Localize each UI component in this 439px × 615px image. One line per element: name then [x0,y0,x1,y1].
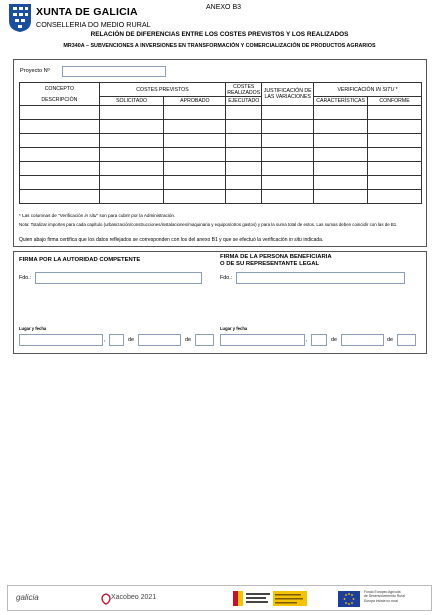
org-subtitle: CONSELLERIA DO MEDIO RURAL [36,20,151,29]
table-cell[interactable] [99,106,164,120]
table-cell[interactable] [164,134,226,148]
table-cell[interactable] [20,176,100,190]
org-title: XUNTA DE GALICIA [36,6,138,18]
table-cell[interactable] [314,162,368,176]
table-cell[interactable] [99,148,164,162]
galicia-logo: galicia [16,593,39,602]
table-row [20,134,422,148]
authority-place-field[interactable] [19,334,103,346]
table-cell[interactable] [226,134,262,148]
table-cell[interactable] [99,120,164,134]
table-cell[interactable] [262,106,314,120]
authority-place-date-label: Lugar y fecha [19,326,47,331]
table-cell[interactable] [99,162,164,176]
table-cell[interactable] [164,162,226,176]
costs-table [19,82,422,204]
table-cell[interactable] [20,134,100,148]
table-cell[interactable] [262,120,314,134]
table-cell[interactable] [368,176,422,190]
beneficiary-signature-title: FIRMA DE LA PERSONA BENEFICIARIA O DE SU REPRESENTANTE LEGAL [220,254,332,268]
table-cell[interactable] [99,134,164,148]
authority-comma: , [104,337,106,343]
authority-signed-by-field[interactable] [35,272,202,284]
approved-header: APROBADO [164,97,226,106]
totals-note: Nota: Totalizar importes para cada capítulo (urbanización/construcciones/instalaciones/maquinaria y equipos/otros gastos) y para la suma total de estos. Las sumas deben coincidir con las de B1. [19,222,398,227]
beneficiary-comma: , [306,337,308,343]
beneficiary-place-field[interactable] [220,334,305,346]
table-cell[interactable] [262,176,314,190]
table-cell[interactable] [368,106,422,120]
beneficiary-de-2: de [387,337,393,343]
xacobeo-shell-icon [101,593,111,605]
table-cell[interactable] [226,106,262,120]
table-row [20,190,422,204]
authority-de-1: de [128,337,134,343]
table-cell[interactable] [262,134,314,148]
table-cell[interactable] [99,176,164,190]
beneficiary-day-field[interactable] [311,334,327,346]
xacobeo-logo: Xacobeo 2021 [111,594,157,601]
authority-signature-title: FIRMA POR LA AUTORIDAD COMPETENTE [19,257,141,263]
table-cell[interactable] [314,134,368,148]
eu-feader-text: Fondo Europeo Agrícola de Desenvolvemento Rural Europa inviste no rural [364,590,405,603]
table-cell[interactable] [226,148,262,162]
table-row [20,106,422,120]
table-cell[interactable] [20,106,100,120]
table-cell[interactable] [99,190,164,204]
table-cell[interactable] [164,106,226,120]
table-cell[interactable] [20,190,100,204]
form-subtitle: MR340A – SUBVENCIONES A INVERSIONES EN TRANSFORMACIÓN Y COMERCIALIZACIÓN DE PRODUCTOS AGRARIOS [63,43,376,49]
beneficiary-year-field[interactable] [397,334,416,346]
table-cell[interactable] [368,120,422,134]
table-row [20,148,422,162]
xunta-shield-icon [8,3,32,33]
costs-table-body [20,106,422,204]
table-cell[interactable] [368,190,422,204]
planned-costs-header: COSTES PREVISTOS [99,83,226,97]
table-cell[interactable] [226,190,262,204]
table-cell[interactable] [314,176,368,190]
table-cell[interactable] [226,176,262,190]
authority-day-field[interactable] [109,334,124,346]
costs-section [13,59,427,247]
table-row [20,120,422,134]
realized-costs-header: COSTES REALIZADOS [227,83,261,96]
table-cell[interactable] [164,176,226,190]
table-cell[interactable] [164,148,226,162]
eu-flag-icon [338,591,360,607]
table-cell[interactable] [20,148,100,162]
compliant-header: CONFORME [368,97,422,106]
beneficiary-de-1: de [331,337,337,343]
authority-de-2: de [185,337,191,343]
spain-government-logo [233,590,307,607]
table-cell[interactable] [20,162,100,176]
table-cell[interactable] [314,190,368,204]
annex-label: ANEXO B3 [206,4,242,11]
table-cell[interactable] [262,162,314,176]
beneficiary-month-field[interactable] [341,334,384,346]
table-cell[interactable] [368,134,422,148]
authority-year-field[interactable] [195,334,214,346]
table-cell[interactable] [368,148,422,162]
concept-header: CONCEPTO DESCRIPCIÓN [20,83,100,106]
authority-month-field[interactable] [138,334,181,346]
beneficiary-signed-by-label: Fdo.: [220,275,233,281]
executed-header: EJECUTADO [226,97,262,106]
authority-signed-by-label: Fdo.: [19,275,32,281]
table-cell[interactable] [164,120,226,134]
table-row [20,162,422,176]
table-cell[interactable] [20,120,100,134]
beneficiary-place-date-label: Lugar y fecha [220,326,248,331]
eu-feader-logo [338,590,430,609]
justification-header: JUSTIFICACIÓN DE LAS VARIACIONES [262,83,314,106]
table-cell[interactable] [314,120,368,134]
beneficiary-signed-by-field[interactable] [236,272,405,284]
verification-note: * Las columnas de "Verificación in situ" son para cubrir por la Administración. [19,213,176,218]
table-cell[interactable] [314,148,368,162]
table-cell[interactable] [226,162,262,176]
form-title: RELACIÓN DE DIFERENCIAS ENTRE LOS COSTES PREVISTOS Y LOS REALIZADOS [90,31,349,38]
table-cell[interactable] [262,190,314,204]
table-cell[interactable] [368,162,422,176]
project-number-field[interactable] [62,66,166,77]
project-number-label: Proyecto Nº [20,68,50,74]
characteristics-header: CARACTERÍSTICAS [314,97,368,106]
table-cell[interactable] [262,148,314,162]
verification-header: VERIFICACIÓN IN SITU * [314,83,422,97]
table-cell[interactable] [164,190,226,204]
certification-text: Quien abajo firma certifica que los datos reflejados se corresponden con los del anexo B1 y que se efectuó la verificación in situ indicada. [19,237,324,243]
signature-section [13,251,427,354]
requested-header: SOLICITADO [99,97,164,106]
table-cell[interactable] [226,120,262,134]
table-cell[interactable] [314,106,368,120]
footer-logos [7,585,432,611]
table-row [20,176,422,190]
